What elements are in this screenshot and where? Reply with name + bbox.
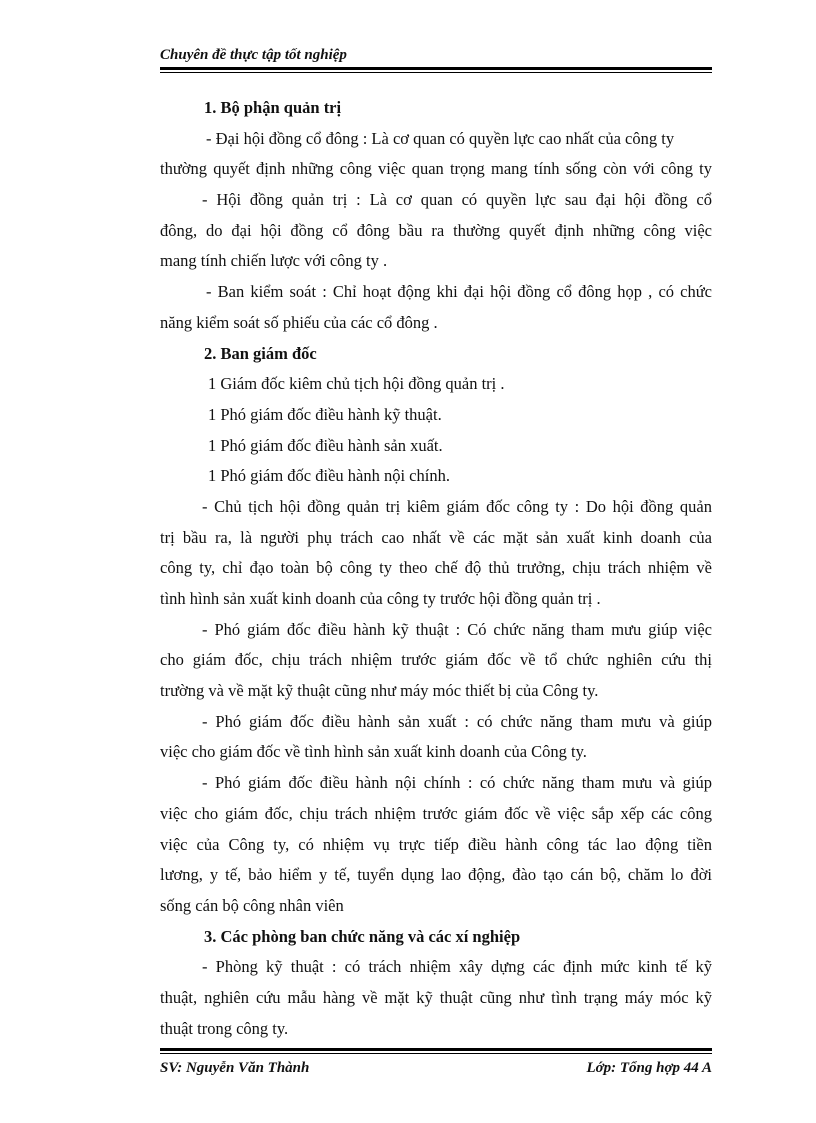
paragraph-line: - Ban kiểm soát : Chỉ hoạt động khi đại hội đồng cổ đông họp , có chức [206, 282, 712, 302]
footer-rule-thick [160, 1048, 712, 1051]
list-item: 1 Giám đốc kiêm chủ tịch hội đồng quản trị . [208, 374, 505, 394]
paragraph-line: thuật trong công ty. [160, 1018, 289, 1038]
paragraph-line: - Chủ tịch hội đồng quản trị kiêm giám đốc công ty : Do hội đồng quản [202, 496, 712, 516]
paragraph-line: thuật, nghiên cứu mẫu hàng về mặt kỹ thuật cũng như tình trạng máy móc kỹ [160, 987, 712, 1007]
list-item: 1 Phó giám đốc điều hành sản xuất. [208, 435, 443, 455]
footer-rule-thin [160, 1053, 712, 1054]
footer-row [160, 1059, 712, 1077]
document-body [160, 93, 712, 1044]
paragraph-line: - Hội đồng quản trị : Là cơ quan có quyền lực sau đại hội đồng cổ [202, 190, 712, 210]
paragraph-line: tình hình sản xuất kinh doanh của công ty trước hội đồng quản trị . [160, 589, 601, 608]
paragraph-line: - Đại hội đồng cổ đông : Là cơ quan có quyền lực cao nhất của công ty [206, 128, 675, 148]
header-rule-thick [160, 67, 712, 70]
paragraph-line: đông, do đại hội đồng cổ đông bầu ra thường quyết định những công việc [160, 220, 712, 240]
paragraph-line: thường quyết định những công việc quan trọng mang tính sống còn với công ty [160, 159, 712, 179]
footer-class: Lớp: Tổng hợp 44 A [586, 1060, 712, 1076]
paragraph-line: việc cho giám đốc về tình hình sản xuất kinh doanh của Công ty. [160, 742, 587, 762]
page-footer [160, 1048, 712, 1077]
footer-author: SV: Nguyễn Văn Thành [160, 1060, 310, 1076]
section-heading-2: 2. Ban giám đốc [204, 343, 317, 363]
paragraph-line: công ty, chỉ đạo toàn bộ công ty theo chế độ thủ trưởng, chịu trách nhiệm về [160, 558, 712, 578]
paragraph-line: sống cán bộ công nhân viên [160, 895, 344, 915]
list-item: 1 Phó giám đốc điều hành nội chính. [208, 466, 450, 486]
paragraph-line: - Phó giám đốc điều hành sản xuất : có chức năng tham mưu và giúp [202, 711, 712, 731]
paragraph-line: cho giám đốc, chịu trách nhiệm trước giám đốc về tổ chức nghiên cứu thị [160, 650, 712, 670]
paragraph-line: việc cho giám đốc, chịu trách nhiệm trước giám đốc về việc sắp xếp các công [160, 803, 712, 823]
header-title: Chuyên đề thực tập tốt nghiệp [160, 47, 347, 63]
paragraph-line: - Phó giám đốc điều hành nội chính : có chức năng tham mưu và giúp [202, 773, 712, 793]
paragraph-line: việc của Công ty, có nhiệm vụ trực tiếp điều hành công tác lao động tiền [160, 834, 712, 854]
header-rule-thin [160, 72, 712, 73]
list-item: 1 Phó giám đốc điều hành kỹ thuật. [208, 404, 442, 424]
paragraph-line: mang tính chiến lược với công ty . [160, 251, 388, 271]
paragraph-line: - Phó giám đốc điều hành kỹ thuật : Có chức năng tham mưu giúp việc [202, 619, 712, 639]
section-heading-1: 1. Bộ phận quản trị [204, 98, 342, 117]
paragraph-line: trị bầu ra, là người phụ trách cao nhất về các mặt sản xuất kinh doanh của [160, 527, 712, 547]
page-header [160, 46, 712, 73]
paragraph-line: - Phòng kỹ thuật : có trách nhiệm xây dựng các định mức kinh tế kỹ [202, 957, 712, 977]
paragraph-line: năng kiểm soát số phiếu của các cổ đông . [160, 312, 438, 332]
paragraph-line: lương, y tế, bảo hiểm y tế, tuyển dụng lao động, đào tạo cán bộ, chăm lo đời [160, 865, 712, 885]
section-heading-3: 3. Các phòng ban chức năng và các xí nghiệp [204, 926, 521, 946]
paragraph-line: trường và về mặt kỹ thuật cũng như máy móc thiết bị của Công ty. [160, 681, 599, 701]
